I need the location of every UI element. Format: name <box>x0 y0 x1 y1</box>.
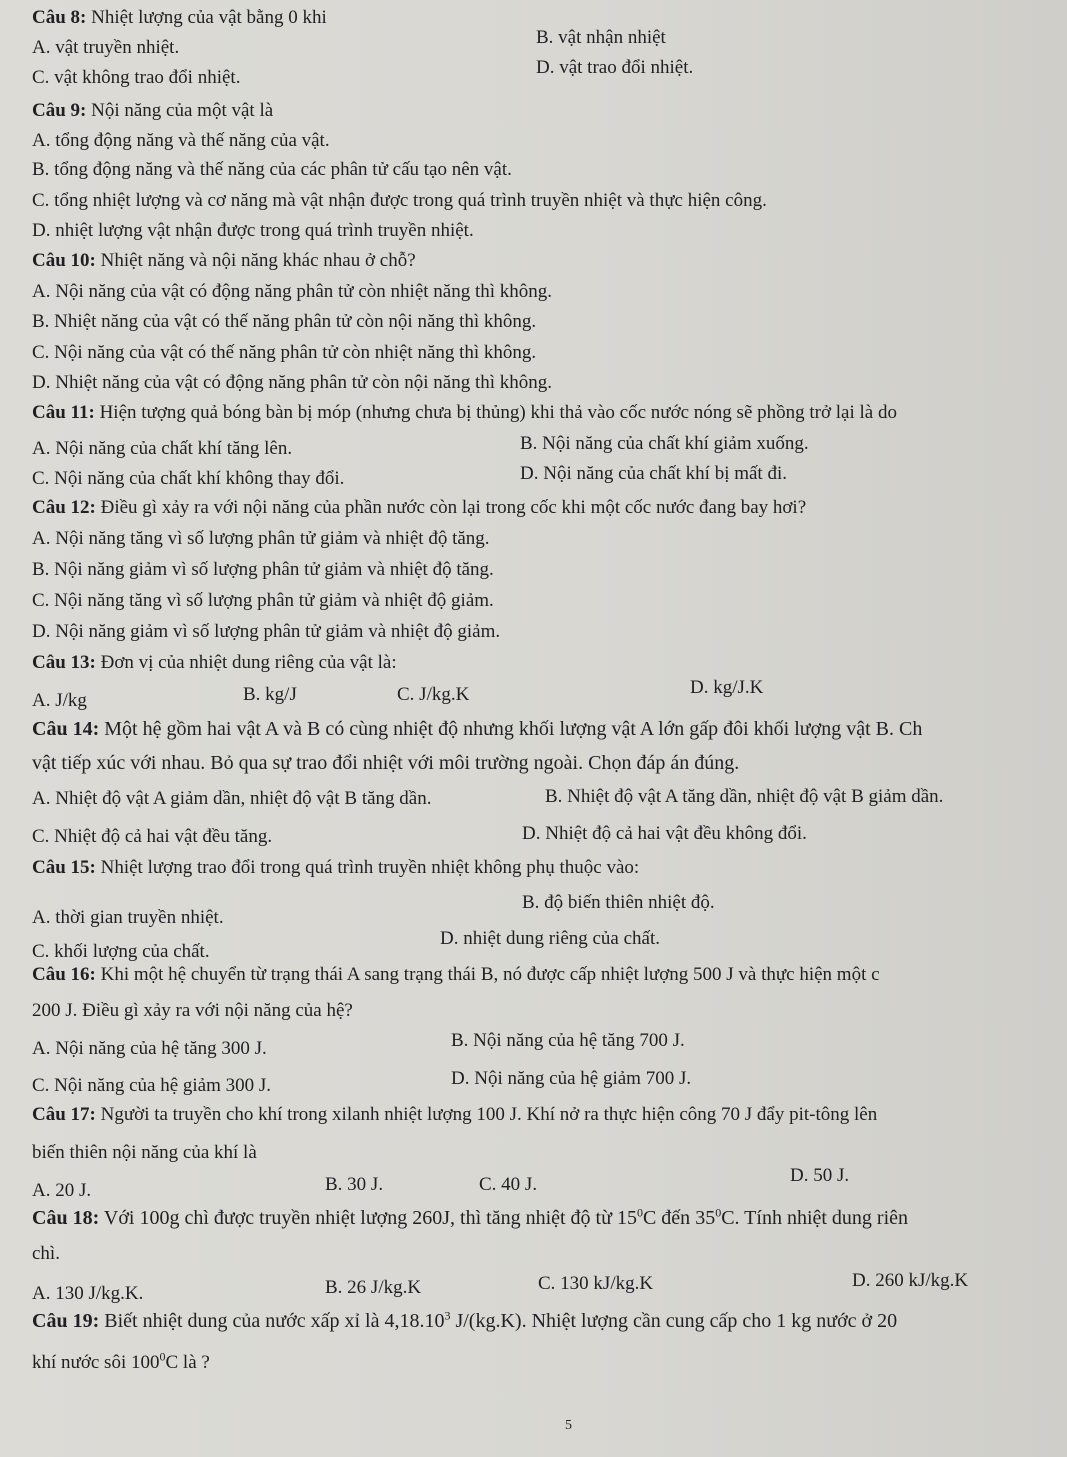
q12-option-a: A. Nội năng tăng vì số lượng phân tử giảm và nhiệt độ tăng. <box>32 528 490 549</box>
q18-option-b: B. 26 J/kg.K <box>325 1277 422 1298</box>
q13-option-d: D. kg/J.K <box>690 677 764 698</box>
q17-option-b: B. 30 J. <box>325 1174 384 1195</box>
boiling-temperature: $100^0C$ <box>130 1349 179 1373</box>
question-11-stem: Câu 11: Hiện tượng quả bóng bàn bị móp (nhưng chưa bị thủng) khi thả vào cốc nước nóng sẽ phồng trở lại là do <box>32 402 897 423</box>
q14-option-c: C. Nhiệt độ cả hai vật đều tăng. <box>32 826 273 847</box>
question-17-stem-cont: biến thiên nội năng của khí là <box>32 1142 257 1163</box>
q14-option-a: A. Nhiệt độ vật A giảm dần, nhiệt độ vật B tăng dần. <box>32 788 432 809</box>
q18-option-a: A. 130 J/kg.K. <box>32 1283 144 1304</box>
question-14-stem: Câu 14: Một hệ gồm hai vật A và B có cùng nhiệt độ nhưng khối lượng vật A lớn gấp đôi khối lượng vật B. Ch <box>32 718 923 740</box>
question-19-stem: Câu 19: Biết nhiệt dung của nước xấp xỉ là 4,18.10$^3$ J/(kg.K). Nhiệt lượng cần cung cấp cho 1 kg nước ở 20 <box>32 1308 898 1332</box>
question-13-stem: Câu 13: Đơn vị của nhiệt dung riêng của vật là: <box>32 652 397 673</box>
q15-option-b: B. độ biến thiên nhiệt độ. <box>522 892 715 913</box>
q17-option-d: D. 50 J. <box>790 1165 850 1186</box>
q17-option-a: A. 20 J. <box>32 1180 92 1201</box>
question-15-stem: Câu 15: Nhiệt lượng trao đổi trong quá trình truyền nhiệt không phụ thuộc vào: <box>32 857 640 878</box>
q8-option-c: C. vật không trao đổi nhiệt. <box>32 67 241 88</box>
q16-option-a: A. Nội năng của hệ tăng 300 J. <box>32 1038 267 1059</box>
q17-option-c: C. 40 J. <box>479 1174 538 1195</box>
q12-option-c: C. Nội năng tăng vì số lượng phân tử giảm và nhiệt độ giảm. <box>32 590 494 611</box>
q9-option-c: C. tổng nhiệt lượng và cơ năng mà vật nhận được trong quá trình truyền nhiệt và thực hiện công. <box>32 190 767 211</box>
question-18-stem: Câu 18: Với 100g chì được truyền nhiệt lượng 260J, thì tăng nhiệt độ từ $15^0C$ đến $35^0C$. Tính nhiệt dung riên <box>32 1205 909 1229</box>
question-19-stem-cont: khí nước sôi $100^0C$ là ? <box>32 1349 210 1373</box>
q10-option-a: A. Nội năng của vật có động năng phân tử còn nhiệt năng thì không. <box>32 281 553 302</box>
q16-option-b: B. Nội năng của hệ tăng 700 J. <box>451 1030 685 1051</box>
q9-option-a: A. tổng động năng và thế năng của vật. <box>32 130 330 151</box>
q11-option-a: A. Nội năng của chất khí tăng lên. <box>32 438 293 459</box>
question-18-stem-cont: chì. <box>32 1243 60 1264</box>
q11-option-d: D. Nội năng của chất khí bị mất đi. <box>520 463 787 484</box>
q10-option-d: D. Nhiệt năng của vật có động năng phân tử còn nội năng thì không. <box>32 372 553 393</box>
q10-option-c: C. Nội năng của vật có thế năng phân tử còn nhiệt năng thì không. <box>32 342 537 363</box>
q12-option-d: D. Nội năng giảm vì số lượng phân tử giảm và nhiệt độ giảm. <box>32 621 501 642</box>
q14-option-b: B. Nhiệt độ vật A tăng dần, nhiệt độ vật B giảm dần. <box>545 786 944 807</box>
q11-option-c: C. Nội năng của chất khí không thay đổi. <box>32 468 345 489</box>
q15-option-a: A. thời gian truyền nhiệt. <box>32 907 224 928</box>
q9-option-b: B. tổng động năng và thế năng của các phân tử cấu tạo nên vật. <box>32 159 512 180</box>
page-number: 5 <box>565 1418 572 1433</box>
question-17-stem: Câu 17: Người ta truyền cho khí trong xilanh nhiệt lượng 100 J. Khí nở ra thực hiện công 70 J đẩy pit-tông lên <box>32 1104 878 1125</box>
start-temperature: $15^0C$ <box>616 1205 657 1229</box>
q16-option-d: D. Nội năng của hệ giảm 700 J. <box>451 1068 692 1089</box>
question-16-stem: Câu 16: Khi một hệ chuyển từ trạng thái A sang trạng thái B, nó được cấp nhiệt lượng 500 J và thực hiện một c <box>32 964 880 985</box>
question-10-stem: Câu 10: Nhiệt năng và nội năng khác nhau ở chỗ? <box>32 250 416 271</box>
q18-option-d: D. 260 kJ/kg.K <box>852 1270 969 1291</box>
end-temperature: $35^0C$ <box>695 1205 735 1229</box>
q16-option-c: C. Nội năng của hệ giảm 300 J. <box>32 1075 272 1096</box>
q13-option-c: C. J/kg.K <box>397 684 470 705</box>
q8-option-d: D. vật trao đổi nhiệt. <box>536 57 694 78</box>
q15-option-d: D. nhiệt dung riêng của chất. <box>440 928 661 949</box>
q13-option-b: B. kg/J <box>243 684 297 705</box>
q13-option-a: A. J/kg <box>32 690 87 711</box>
question-16-stem-cont: 200 J. Điều gì xảy ra với nội năng của hệ? <box>32 1000 353 1021</box>
q18-option-c: C. 130 kJ/kg.K <box>538 1273 654 1294</box>
q8-option-b: B. vật nhận nhiệt <box>536 27 666 48</box>
q12-option-b: B. Nội năng giảm vì số lượng phân tử giảm và nhiệt độ tăng. <box>32 559 494 580</box>
question-9-stem: Câu 9: Nội năng của một vật là <box>32 100 274 121</box>
question-8-stem: Câu 8: Nhiệt lượng của vật bằng 0 khi <box>32 7 327 28</box>
question-14-stem-cont: vật tiếp xúc với nhau. Bỏ qua sự trao đổi nhiệt với môi trường ngoài. Chọn đáp án đúng. <box>32 752 740 774</box>
q9-option-d: D. nhiệt lượng vật nhận được trong quá trình truyền nhiệt. <box>32 220 474 241</box>
question-12-stem: Câu 12: Điều gì xảy ra với nội năng của phần nước còn lại trong cốc khi một cốc nước đang bay hơi? <box>32 497 807 518</box>
q10-option-b: B. Nhiệt năng của vật có thế năng phân tử còn nội năng thì không. <box>32 311 537 332</box>
q15-option-c: C. khối lượng của chất. <box>32 941 210 962</box>
q8-option-a: A. vật truyền nhiệt. <box>32 37 180 58</box>
q11-option-b: B. Nội năng của chất khí giảm xuống. <box>520 433 809 454</box>
q14-option-d: D. Nhiệt độ cả hai vật đều không đổi. <box>522 823 807 844</box>
